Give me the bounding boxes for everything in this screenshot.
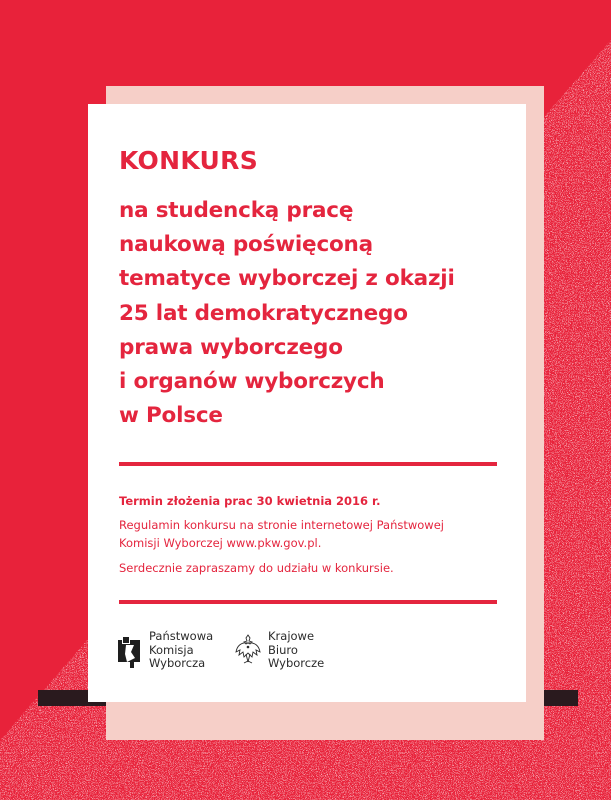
rules-line: Regulamin konkursu na stronie internetowej Państwowej [119, 518, 444, 532]
pkw-label-line: Komisja [149, 642, 194, 657]
rules-text [119, 516, 509, 552]
polish-eagle-icon [233, 632, 263, 668]
invitation-text: Serdecznie zapraszamy do udziału w konkursie. [119, 561, 394, 575]
kbw-logo [233, 628, 353, 674]
poster-heading: KONKURS [119, 146, 259, 175]
pkw-emblem-icon [116, 632, 144, 668]
pkw-label-line: Wyborcza [149, 656, 206, 670]
subtitle-line: tematyce wyborczej z okazji [119, 266, 455, 292]
poster-card [88, 104, 526, 702]
divider-top [119, 462, 497, 466]
kbw-label-line: Wyborcze [268, 656, 325, 670]
subtitle-line: na studencką pracę [119, 198, 354, 223]
pkw-label-line: Państwowa [149, 629, 214, 643]
divider-bottom [119, 600, 497, 604]
subtitle-line: naukową poświęconą [119, 232, 373, 258]
subtitle-line: prawa wyborczego [119, 334, 343, 360]
pkw-label [149, 630, 213, 671]
deadline-text: Termin złożenia prac 30 kwietnia 2016 r. [119, 494, 381, 508]
kbw-label-line: Krajowe [268, 629, 315, 643]
subtitle-line: 25 lat demokratycznego [119, 300, 408, 326]
subtitle-line: i organów wyborczych [119, 369, 385, 395]
pkw-logo [116, 630, 236, 674]
poster-subtitle [119, 194, 519, 433]
kbw-label-line: Biuro [268, 642, 298, 657]
rules-line: Komisji Wyborczej www.pkw.gov.pl. [119, 536, 322, 550]
subtitle-line: w Polsce [119, 403, 223, 429]
kbw-label [268, 630, 324, 671]
